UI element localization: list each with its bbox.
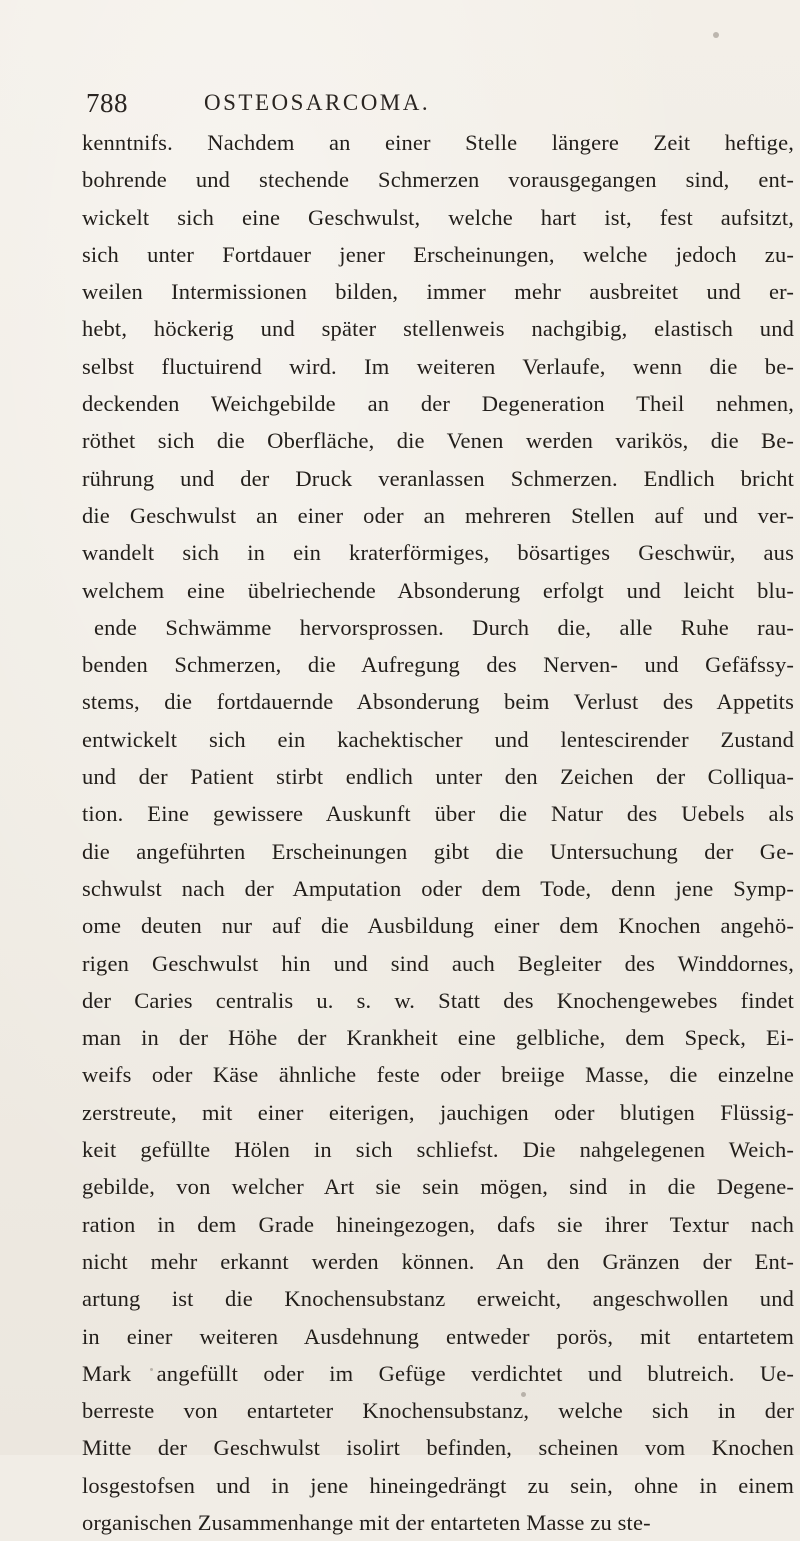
text-line: ration in dem Grade hineingezogen, dafs sie ihrer Textur nach xyxy=(82,1211,794,1237)
text-line: Mitte der Geschwulst isolirt befinden, scheinen vom Knochen xyxy=(82,1435,794,1461)
text-line: weifs oder Käse ähnliche feste oder breiige Masse, die einzelne xyxy=(82,1062,794,1088)
text-line: zerstreute, mit einer eiterigen, jauchigen oder blutigen Flüssig- xyxy=(82,1099,794,1125)
text-line: die Geschwulst an einer oder an mehreren Stellen auf und ver- xyxy=(82,502,794,528)
paper-speck xyxy=(150,1368,153,1371)
text-line: der Caries centralis u. s. w. Statt des Knochengewebes findet xyxy=(82,987,794,1013)
text-line: sich unter Fortdauer jener Erscheinungen, welche jedoch zu- xyxy=(82,241,794,267)
text-line: und der Patient stirbt endlich unter den Zeichen der Colliqua- xyxy=(82,764,794,790)
text-line: kenntnifs. Nachdem an einer Stelle längere Zeit heftige, xyxy=(82,130,794,155)
text-line: nicht mehr erkannt werden können. An den Gränzen der Ent- xyxy=(82,1248,794,1274)
text-line: rührung und der Druck veranlassen Schmerzen. Endlich bricht xyxy=(82,465,794,491)
text-line: rigen Geschwulst hin und sind auch Begleiter des Winddornes, xyxy=(82,950,794,976)
text-line: ome deuten nur auf die Ausbildung einer dem Knochen angehö- xyxy=(82,913,794,939)
text-line: artung ist die Knochensubstanz erweicht, angeschwollen und xyxy=(82,1286,794,1312)
text-line: röthet sich die Oberfläche, die Venen werden varikös, die Be- xyxy=(82,428,794,454)
text-line: man in der Höhe der Krankheit eine gelbliche, dem Speck, Ei- xyxy=(82,1025,794,1051)
text-line: welchem eine übelriechende Absonderung erfolgt und leicht blu- xyxy=(82,577,794,603)
text-line: weilen Intermissionen bilden, immer mehr ausbreitet und er- xyxy=(82,279,794,305)
paper-speck xyxy=(286,1412,290,1416)
text-line: hebt, höckerig und später stellenweis nachgibig, elastisch und xyxy=(82,316,794,342)
text-line: gebilde, von welcher Art sie sein mögen, sind in die Degene- xyxy=(82,1174,794,1200)
text-line: deckenden Weichgebilde an der Degeneration Theil nehmen, xyxy=(82,391,794,417)
text-line: tion. Eine gewissere Auskunft über die Natur des Uebels als xyxy=(82,801,794,827)
text-line: benden Schmerzen, die Aufregung des Nerven- und Gefäfssy- xyxy=(82,652,794,678)
text-line: organischen Zusammenhange mit der entarteten Masse zu ste- xyxy=(82,1509,651,1535)
text-line: stems, die fortdauernde Absonderung beim Verlust des Appetits xyxy=(82,689,794,715)
text-line: die angeführten Erscheinungen gibt die Untersuchung der Ge- xyxy=(82,838,794,864)
text-line: schwulst nach der Amputation oder dem Tode, denn jene Symp- xyxy=(82,875,794,901)
text-line: berreste von entarteter Knochensubstanz, welche sich in der xyxy=(82,1398,794,1424)
text-line: selbst fluctuirend wird. Im weiteren Verlaufe, wenn die be- xyxy=(82,353,794,379)
page-number: 788 xyxy=(86,88,128,118)
page-header xyxy=(86,88,546,124)
text-line: wickelt sich eine Geschwulst, welche hart ist, fest aufsitzt, xyxy=(82,204,794,230)
text-line: wandelt sich in ein kraterförmiges, bösartiges Geschwür, aus xyxy=(82,540,794,566)
paper-speck xyxy=(521,1392,526,1397)
text-line: in einer weiteren Ausdehnung entweder porös, mit entartetem xyxy=(82,1323,794,1349)
text-line: entwickelt sich ein kachektischer und lentescirender Zustand xyxy=(82,726,794,752)
text-line: ende Schwämme hervorsprossen. Durch die, alle Ruhe rau- xyxy=(94,614,794,640)
text-line: bohrende und stechende Schmerzen vorausgegangen sind, ent- xyxy=(82,167,794,193)
running-title: OSTEOSARCOMA. xyxy=(204,90,431,115)
body-text xyxy=(82,124,794,1541)
text-line: losgestofsen und in jene hineingedrängt zu sein, ohne in einem xyxy=(82,1472,794,1498)
text-line: Mark angefüllt oder im Gefüge verdichtet und blutreich. Ue- xyxy=(82,1360,794,1386)
paper-speck xyxy=(713,32,719,38)
text-line: keit gefüllte Hölen in sich schliefst. Die nahgelegenen Weich- xyxy=(82,1137,794,1163)
